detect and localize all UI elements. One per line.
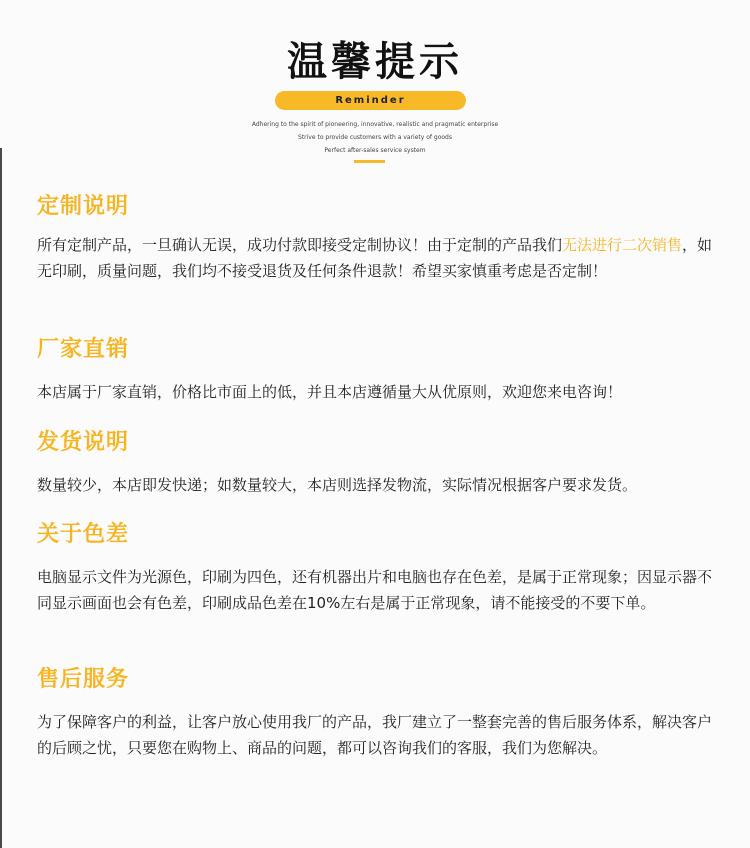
section-shipping [37,428,717,498]
section-direct-sale [37,335,717,405]
section-title: 发货说明 [37,430,130,455]
section-title: 关于色差 [37,522,130,547]
page-title: 温馨提示 [287,39,463,85]
section-body: 数量较少，本店即发快递；如数量较大，本店则选择发物流，实际情况根据客户要求发货。 [37,476,638,494]
header [0,0,750,170]
section-body [37,232,717,284]
body-text-before: 所有定制产品，一旦确认无误，成功付款即接受定制协议！由于定制的产品我们 [37,236,563,254]
body-text-after: ，如无印刷，质量问题，我们均不接受退货及任何条件退款！希望买家慎重考虑是否定制！ [37,236,713,280]
section-body: 电脑显示文件为光源色，印刷为四色，还有机器出片和电脑也存在色差，是属于正常现象；因显示器不同显示画面也会有色差，印刷成品色差在10%左右是属于正常现象，请不能接受的不要下单。 [37,568,713,612]
section-title: 厂家直销 [37,337,130,362]
section-title: 售后服务 [37,667,130,692]
section-after-sales [37,665,717,761]
left-edge-line [0,148,2,848]
title-underline [354,160,385,163]
section-body: 本店属于厂家直销，价格比市面上的低，并且本店遵循量大从优原则，欢迎您来电咨询！ [37,383,623,401]
section-title: 定制说明 [37,194,130,219]
highlight-text: 无法进行二次销售 [562,236,683,254]
tagline-line-1: Adhering to the spirit of pioneering, innovative, realistic and pragmatic enterprise [251,121,499,128]
section-color-difference [37,520,717,616]
section-custom [37,192,717,284]
tagline-line-2: Strive to provide customers with a variety of goods [298,134,452,141]
tagline-line-3: Perfect after-sales service system [324,147,426,154]
section-body: 为了保障客户的利益，让客户放心使用我厂的产品，我厂建立了一整套完善的售后服务体系，解决客户的后顾之忧，只要您在购物上、商品的问题，都可以咨询我们的客服，我们为您解决。 [37,713,713,757]
reminder-badge: Reminder [275,91,466,110]
